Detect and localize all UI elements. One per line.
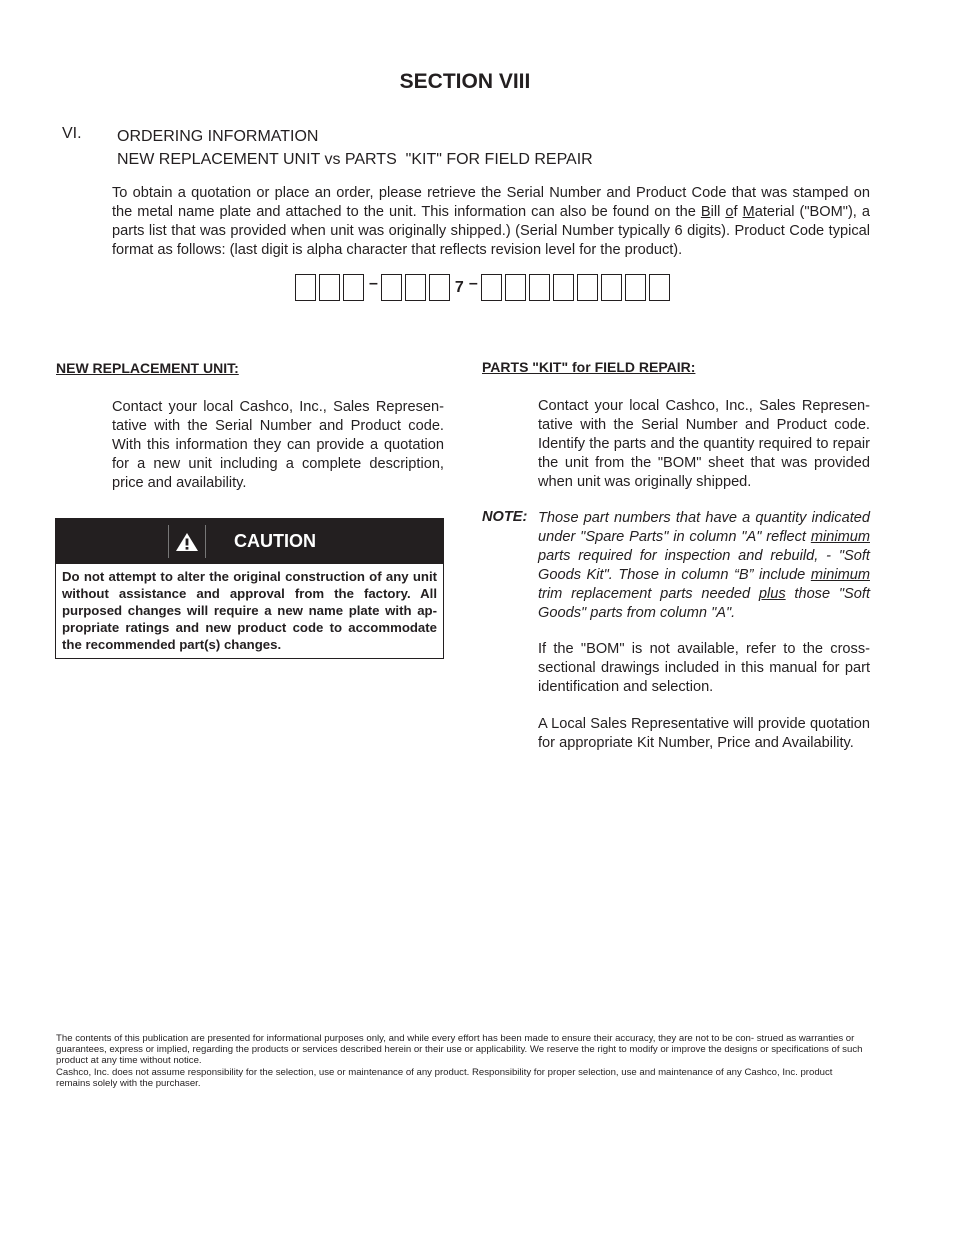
code-box <box>343 274 364 301</box>
code-box <box>481 274 502 301</box>
code-box <box>405 274 426 301</box>
heading-subtitle: NEW REPLACEMENT UNIT vs PARTS "KIT" FOR FIELD REPAIR <box>117 151 593 168</box>
parts-kit-text: Contact your local Cashco, Inc., Sales Represen- tative with the Serial Number and Product code. Identify the parts and the quantity required to repair the unit from the "BOM" sheet that was provided when unit was originally shipped. <box>538 398 870 490</box>
caution-text: Do not attempt to alter the original construction of any unit without assistance and approval from the factory. All purposed changes will require a new name plate with ap- propriate ratings and new product code to accommodate the recommended part(s) changes. <box>62 569 437 652</box>
code-box <box>381 274 402 301</box>
code-separator: – <box>369 274 378 292</box>
new-unit-heading: NEW REPLACEMENT UNIT: <box>56 360 239 376</box>
note-text-2: parts required for inspection and rebuild, - "Soft Goods Kit". Those in column “B” include <box>538 548 870 583</box>
code-box <box>625 274 646 301</box>
footer-line-2: Cashco, Inc. does not assume responsibility for the selection, use or maintenance of any product. Responsibility for proper selection, use and maintenance of any Cashco, Inc. product remains solely with the purchaser. <box>56 1066 833 1089</box>
new-unit-text: Contact your local Cashco, Inc., Sales Represen- tative with the Serial Number and Product code. With this information they can provide a quotation for a new unit including a complete description, price and availability. <box>112 399 444 491</box>
intro-text-1: To obtain a quotation or place an order, please retrieve the Serial Number and Product Code that was stamped on the metal name plate and attached to the unit. This information can also be found on the <box>112 185 870 220</box>
note-text-1: Those part numbers that have a quantity indicated under "Spare Parts" in column "A" reflect <box>538 510 870 545</box>
code-box <box>553 274 574 301</box>
note-text <box>538 509 870 623</box>
material-text: aterial <box>754 204 795 220</box>
sales-rep-text: A Local Sales Representative will provide quotation for appropriate Kit Number, Price and Availability. <box>538 716 870 751</box>
bom-unavailable-text: If the "BOM" is not available, refer to the cross- sectional drawings included in this manual for part identification and selection. <box>538 641 870 695</box>
material-letter-m: M <box>742 204 755 220</box>
code-box <box>649 274 670 301</box>
note-label: NOTE: <box>482 509 528 525</box>
code-box <box>577 274 598 301</box>
bill-letter-b: B <box>700 204 711 220</box>
intro-text-2: ("BOM"), a parts list that was provided when unit was originally shipped.) (Serial Number typically 6 digits). Product Code typical format as follows: (last digit is alpha character that reflects revision level for the product). <box>112 204 870 258</box>
heading-number: VI. <box>62 125 82 142</box>
code-box <box>319 274 340 301</box>
footer-disclaimer <box>56 1033 864 1089</box>
note-emphasis-plus: plus <box>758 586 786 602</box>
intro-paragraph <box>112 184 870 260</box>
caution-icon-frame <box>168 525 206 558</box>
code-separator: – <box>468 274 478 292</box>
caution-label: CAUTION <box>234 531 316 551</box>
note-text-3: trim replacement parts needed <box>538 586 759 602</box>
note-emphasis-minimum: minimum <box>810 529 870 545</box>
code-box <box>295 274 316 301</box>
product-code-format <box>295 273 673 302</box>
code-fixed-digit: 7 <box>454 278 464 296</box>
footer-line-1: The contents of this publication are presented for informational purposes only, and while every effort has been made to ensure their accuracy, they are not to be con- strued as warranties or guarantees, express or implied, regarding the products or services described herein or their use or applicability. We reserve the right to modify or improve the designs or specifications of such product at any time without notice. <box>56 1033 863 1067</box>
heading-title: ORDERING INFORMATION <box>117 128 319 145</box>
heading-block <box>117 125 593 171</box>
bill-text: ill <box>710 204 726 220</box>
code-box <box>529 274 550 301</box>
note-text-4: those "Soft Goods" parts from column "A". <box>538 586 871 621</box>
caution-box <box>55 518 444 659</box>
of-letter-o: o <box>725 204 734 220</box>
note-emphasis-minimum: minimum <box>810 567 870 583</box>
code-box <box>505 274 526 301</box>
code-box <box>601 274 622 301</box>
parts-kit-heading: PARTS "KIT" for FIELD REPAIR: <box>482 359 696 375</box>
of-text: f <box>733 204 743 220</box>
code-box <box>429 274 450 301</box>
caution-header <box>56 519 443 564</box>
warning-triangle-icon <box>175 532 199 552</box>
section-title: SECTION VIII <box>399 70 531 93</box>
